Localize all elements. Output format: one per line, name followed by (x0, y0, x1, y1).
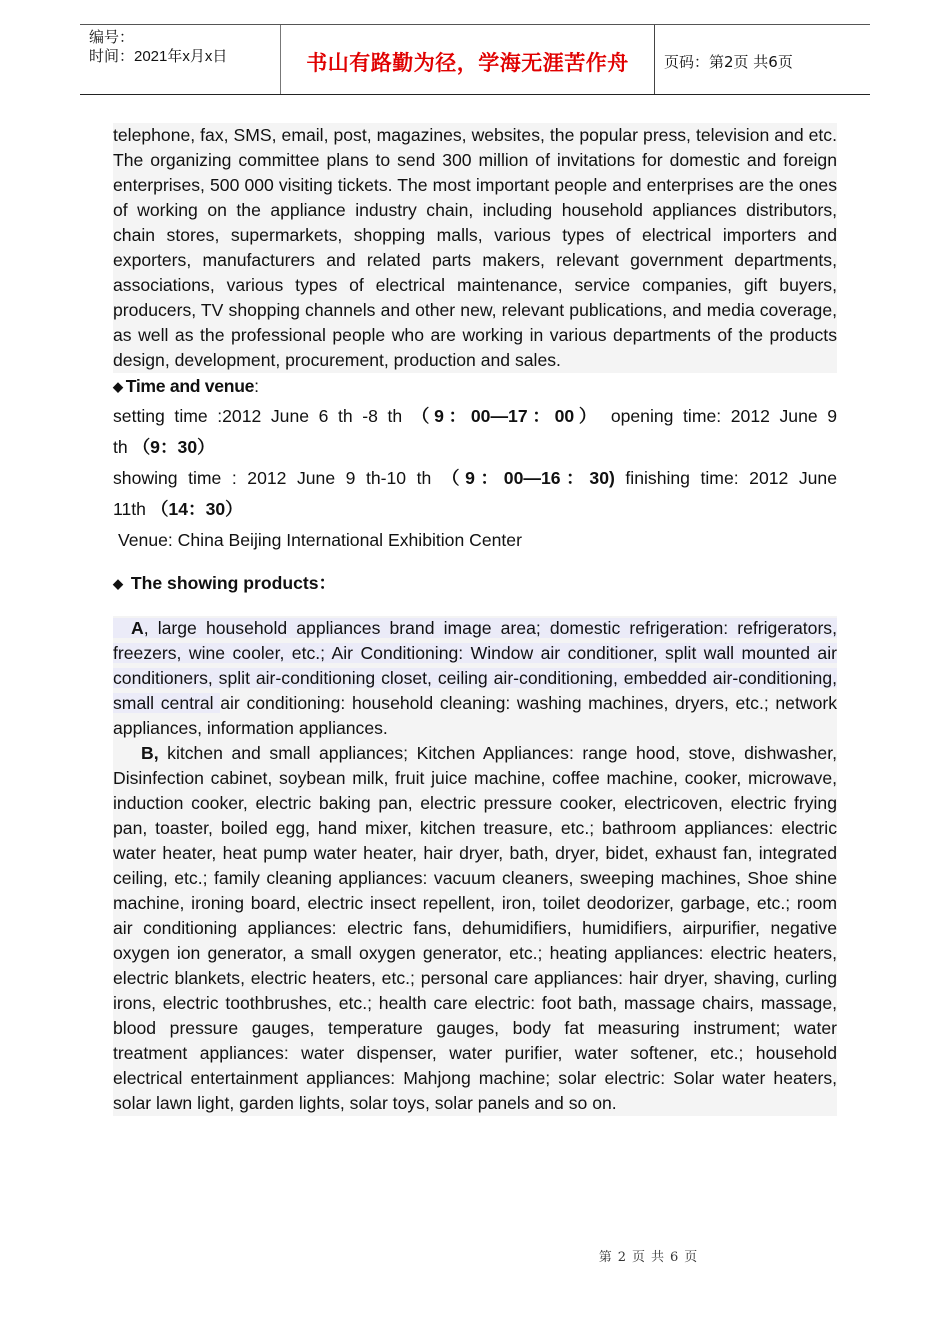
finishing-time-text: finishing time: 2012 June (625, 468, 837, 488)
diamond-bullet-icon: ◆ (113, 576, 123, 591)
footer-total-pages: 6 (670, 1250, 679, 1265)
setting-time-hours: （9：00—17：00） (411, 406, 602, 426)
products-b-text: kitchen and small appliances; Kitchen Appliances: range hood, stove, dishwasher, Disinfection cabinet, soybean milk, fruit juice machine, coffee machine, cooker, microwave, induction cooker, electric baking pan, electric pressure cooker, electricoven, electric frying pan, toaster, boiled egg, hand mixer, kitchen treasure, etc.; bathroom appliances: electric water heater, heat pump water heater, hair dryer, bath, dryer, bidet, exhaust fan, integrated ceiling, etc.; family cleaning appliances: vacuum cleaners, sweeping machines, Shoe shine machine, ironing board, electric insect repellent, iron, toilet deodorizer, garbage, etc.; room air conditioning appliances: electric fans, dehumidifiers, humidifiers, airpurifier, negative oxygen ion generator, a small oxygen generator, etc.; heating appliances: electric heaters, electric blankets, electric heaters, etc.; personal care appliances: hair dryer, shaving, curling irons, electric toothbrushes, etc.; health care electric: foot bath, massage chairs, massage, blood pressure gauges, temperature gauges, body fat measuring instrument; water treatment appliances: water dispenser, water purifier, water softener, etc.; household electrical entertainment appliances: Mahjong machine; solar electric: Solar water heaters, solar lawn light, garden lights, solar toys, solar panels and so on. (113, 742, 837, 1113)
products-heading-text: The showing products： (130, 573, 337, 593)
products-a-paragraph (113, 616, 837, 741)
opening-time-line (113, 432, 837, 463)
opening-time-suffix: th (113, 437, 133, 457)
document-body (113, 123, 837, 1116)
finishing-time-hours: （14：30） (150, 499, 243, 519)
footer-page-number: 2 (617, 1250, 626, 1265)
products-a-rest-text: air conditioning: household cleaning: washing machines, dryers, etc.; network appliances, information appliances. (113, 692, 838, 738)
finishing-time-suffix: 11th (113, 499, 151, 519)
products-heading (113, 570, 837, 598)
finishing-time-line (113, 494, 837, 525)
page-footer (0, 1246, 950, 1265)
showing-time-hours: （9：00—16：30) (441, 468, 615, 488)
heading-colon: : (254, 376, 259, 396)
showing-time-text: showing time : 2012 June 9 th-10 th (113, 468, 442, 488)
products-a-highlighted-text: , large household appliances brand image area; domestic refrigeration: refrigerators, freezers, wine cooler, etc.; Air Conditioning: Window air conditioner, split wall mounted air conditioners, split air-conditioning closet, ceiling air-conditioning, embedded air-conditioning, small central (113, 617, 837, 713)
document-date-label: 时间：2021年x月x日 (89, 48, 228, 65)
footer-ye: 页 (631, 1250, 645, 1265)
header-page-code: 页码：第2页 共6页 (664, 53, 793, 71)
opening-time-text: opening time: 2012 June 9 (610, 406, 838, 426)
products-b-paragraph (113, 741, 837, 1116)
time-venue-heading-text: Time and venue (125, 376, 255, 396)
venue-line: Venue: China Beijing International Exhibition Center (118, 530, 522, 550)
intro-paragraph: telephone, fax, SMS, email, post, magazines, websites, the popular press, television and etc. The organizing committee plans to send 300 million of invitations for domestic and foreign enterprises, 500 000 visiting tickets. The most important people and enterprises are the ones of working on the appliance industry chain, including household appliances distributors, chain stores, supermarkets, shopping malls, various types of electrical importers and exporters, manufacturers and related parts makers, relevant government departments, associations, various types of electrical maintenance, service companies, gift buyers, producers, TV shopping channels and other new, relevant publications, and media coverage, as well as the professional people who are working in various departments of the products design, development, procurement, production and sales. (113, 123, 837, 373)
showing-time-line (113, 463, 837, 494)
products-b-label: B, (141, 742, 159, 763)
setting-time-text: setting time :2012 June 6 th -8 th (113, 406, 412, 426)
page-header (80, 24, 870, 95)
products-a-label: A (131, 617, 144, 638)
diamond-bullet-icon: ◆ (113, 379, 123, 394)
header-motto: 书山有路勤为径，学海无涯苦作舟 (281, 25, 655, 94)
opening-time-hours: （9：30） (132, 437, 215, 457)
time-venue-heading (113, 373, 837, 401)
footer-ye-2: 页 (684, 1250, 698, 1265)
footer-di: 第 (598, 1250, 612, 1265)
header-meta-cell (80, 25, 281, 94)
footer-gong: 共 (651, 1250, 665, 1265)
document-number-label: 编号： (89, 29, 135, 46)
setting-time-line (113, 401, 837, 432)
